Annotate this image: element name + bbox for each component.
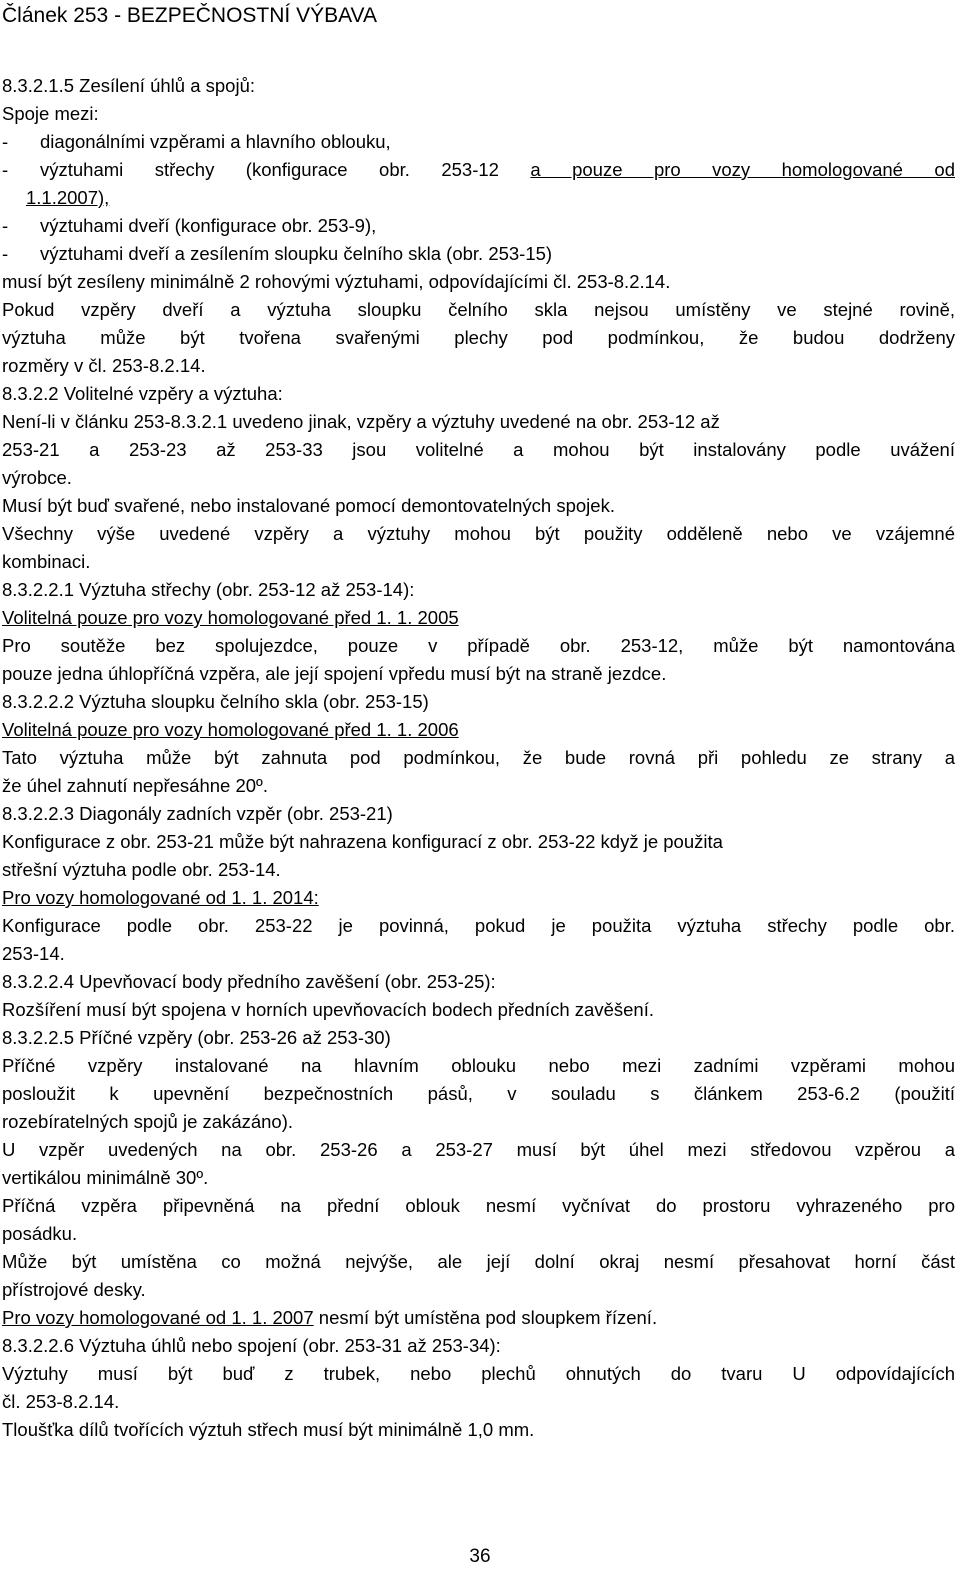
text-segment: Konfigurace z obr. 253-21 může být nahrazena konfigurací z obr. 253-22 když je použita xyxy=(2,831,723,852)
text-segment: vertikálou minimálně 30º. xyxy=(2,1167,209,1188)
text-line xyxy=(2,520,955,548)
text-segment: že úhel zahnutí nepřesáhne 20º. xyxy=(2,775,268,796)
text-segment: Výztuhy musí být buď z trubek, nebo plechů ohnutých do tvaru U odpovídajících xyxy=(2,1363,955,1384)
text-line xyxy=(2,632,955,660)
text-line xyxy=(2,128,955,156)
text-segment: výztuhami dveří (konfigurace obr. 253-9), xyxy=(40,215,377,236)
text-segment: Tato výztuha může být zahnuta pod podmínkou, že bude rovná při pohledu ze strany a xyxy=(2,747,955,768)
text-line xyxy=(2,268,955,296)
text-line xyxy=(2,1192,955,1220)
text-segment: posádku. xyxy=(2,1223,78,1244)
text-segment: Příčné vzpěry instalované na hlavním oblouku nebo mezi zadními vzpěrami mohou xyxy=(2,1055,955,1076)
text-segment: výrobce. xyxy=(2,467,72,488)
text-line xyxy=(2,660,955,688)
text-segment: 253-14. xyxy=(2,943,65,964)
text-segment: Pokud vzpěry dveří a výztuha sloupku čelního skla nejsou umístěny ve stejné rovině, xyxy=(2,299,955,320)
text-line xyxy=(2,772,955,800)
text-line xyxy=(2,1108,955,1136)
text-line xyxy=(2,72,955,100)
text-line xyxy=(2,1136,955,1164)
text-segment: rozměry v čl. 253-8.2.14. xyxy=(2,355,206,376)
text-line xyxy=(2,240,955,268)
document-body xyxy=(2,72,955,1444)
text-line xyxy=(2,380,955,408)
text-line xyxy=(2,464,955,492)
text-segment: rozebíratelných spojů je zakázáno). xyxy=(2,1111,294,1132)
text-line xyxy=(2,1360,955,1388)
text-line xyxy=(2,408,955,436)
text-line xyxy=(2,1388,955,1416)
text-segment: Rozšíření musí být spojena v horních upevňovacích bodech předních zavěšení. xyxy=(2,999,654,1020)
text-segment: Konfigurace podle obr. 253-22 je povinná, pokud je použita výztuha střechy podle obr. xyxy=(2,915,955,936)
text-line xyxy=(2,744,955,772)
text-segment: musí být zesíleny minimálně 2 rohovými výztuhami, odpovídajícími čl. 253-8.2.14. xyxy=(2,271,671,292)
text-line xyxy=(2,884,955,912)
text-line xyxy=(2,856,955,884)
text-segment: Všechny výše uvedené vzpěry a výztuhy mohou být použity odděleně nebo ve vzájemné xyxy=(2,523,955,544)
text-line xyxy=(2,548,955,576)
text-line xyxy=(2,156,955,184)
text-segment: Pro soutěže bez spolujezdce, pouze v případě obr. 253-12, může být namontována xyxy=(2,635,955,656)
underlined-text: Pro vozy homologované od 1. 1. 2007 xyxy=(2,1307,314,1328)
text-line xyxy=(2,436,955,464)
text-line xyxy=(2,716,955,744)
text-segment: pouze jedna úhlopříčná vzpěra, ale její spojení vpředu musí být na straně jezdce. xyxy=(2,663,667,684)
text-segment: přístrojové desky. xyxy=(2,1279,146,1300)
text-segment: Tloušťka dílů tvořících výztuh střech musí být minimálně 1,0 mm. xyxy=(2,1419,535,1440)
text-line xyxy=(2,968,955,996)
underlined-text: Volitelná pouze pro vozy homologované před 1. 1. 2005 xyxy=(2,607,459,628)
text-line xyxy=(2,100,955,128)
text-line xyxy=(2,296,955,324)
list-dash: - xyxy=(2,215,9,236)
text-line xyxy=(2,1024,955,1052)
text-segment: 8.3.2.2.2 Výztuha sloupku čelního skla (obr. 253-15) xyxy=(2,691,429,712)
text-segment: 8.3.2.2 Volitelné vzpěry a výztuha: xyxy=(2,383,283,404)
text-segment: střešní výztuha podle obr. 253-14. xyxy=(2,859,281,880)
text-segment: posloužit k upevnění bezpečnostních pásů, v souladu s článkem 253-6.2 (použití xyxy=(2,1083,955,1104)
text-line xyxy=(2,996,955,1024)
text-segment: 8.3.2.2.1 Výztuha střechy (obr. 253-12 až 253-14): xyxy=(2,579,415,600)
text-segment: výztuhami střechy (konfigurace obr. 253-12 xyxy=(40,159,531,180)
text-segment: nesmí být umístěna pod sloupkem řízení. xyxy=(313,1307,658,1328)
text-segment: Spoje mezi: xyxy=(2,103,99,124)
text-line xyxy=(2,1276,955,1304)
text-line xyxy=(2,912,955,940)
underlined-text: 1.1.2007), xyxy=(26,187,110,208)
page-number: 36 xyxy=(469,1546,491,1567)
text-line xyxy=(2,604,955,632)
text-segment: diagonálními vzpěrami a hlavního oblouku, xyxy=(40,131,391,152)
text-line xyxy=(2,828,955,856)
text-segment: 8.3.2.2.3 Diagonály zadních vzpěr (obr. 253-21) xyxy=(2,803,393,824)
underlined-text: Volitelná pouze pro vozy homologované před 1. 1. 2006 xyxy=(2,719,459,740)
text-line xyxy=(2,940,955,968)
page-header-title: Článek 253 - BEZPEČNOSTNÍ VÝBAVA xyxy=(2,4,378,27)
text-line xyxy=(2,352,955,380)
text-line xyxy=(2,1304,955,1332)
text-line xyxy=(2,212,955,240)
text-line xyxy=(2,1220,955,1248)
text-line xyxy=(2,492,955,520)
text-line xyxy=(2,1416,955,1444)
underlined-text: a pouze pro vozy homologované od xyxy=(530,159,955,180)
text-segment: 8.3.2.2.5 Příčné vzpěry (obr. 253-26 až 253-30) xyxy=(2,1027,391,1048)
text-segment: čl. 253-8.2.14. xyxy=(2,1391,120,1412)
text-line xyxy=(2,1248,955,1276)
text-segment: Není-li v článku 253-8.3.2.1 uvedeno jinak, vzpěry a výztuhy uvedené na obr. 253-12 až xyxy=(2,411,720,432)
text-segment: Může být umístěna co možná nejvýše, ale její dolní okraj nesmí přesahovat horní část xyxy=(2,1251,955,1272)
list-dash: - xyxy=(2,131,9,152)
text-line xyxy=(2,800,955,828)
text-line xyxy=(2,1164,955,1192)
text-line xyxy=(2,324,955,352)
text-line xyxy=(2,184,955,212)
text-segment: Příčná vzpěra připevněná na přední oblouk nesmí vyčnívat do prostoru vyhrazeného pro xyxy=(2,1195,955,1216)
text-segment: výztuha může být tvořena svařenými plechy pod podmínkou, že budou dodrženy xyxy=(2,327,955,348)
text-segment: 8.3.2.2.4 Upevňovací body předního zavěšení (obr. 253-25): xyxy=(2,971,496,992)
list-dash: - xyxy=(2,159,9,180)
text-segment: kombinaci. xyxy=(2,551,91,572)
text-line xyxy=(2,1332,955,1360)
underlined-text: Pro vozy homologované od 1. 1. 2014: xyxy=(2,887,319,908)
text-segment: 253-21 a 253-23 až 253-33 jsou volitelné a mohou být instalovány podle uvážení xyxy=(2,439,955,460)
text-line xyxy=(2,576,955,604)
text-segment: 8.3.2.1.5 Zesílení úhlů a spojů: xyxy=(2,75,256,96)
list-dash: - xyxy=(2,243,9,264)
text-segment: 8.3.2.2.6 Výztuha úhlů nebo spojení (obr. 253-31 až 253-34): xyxy=(2,1335,501,1356)
text-segment: výztuhami dveří a zesílením sloupku čelního skla (obr. 253-15) xyxy=(40,243,553,264)
text-line xyxy=(2,1052,955,1080)
text-segment: Musí být buď svařené, nebo instalované pomocí demontovatelných spojek. xyxy=(2,495,615,516)
text-line xyxy=(2,1080,955,1108)
text-line xyxy=(2,688,955,716)
text-segment: U vzpěr uvedených na obr. 253-26 a 253-27 musí být úhel mezi středovou vzpěrou a xyxy=(2,1139,955,1160)
